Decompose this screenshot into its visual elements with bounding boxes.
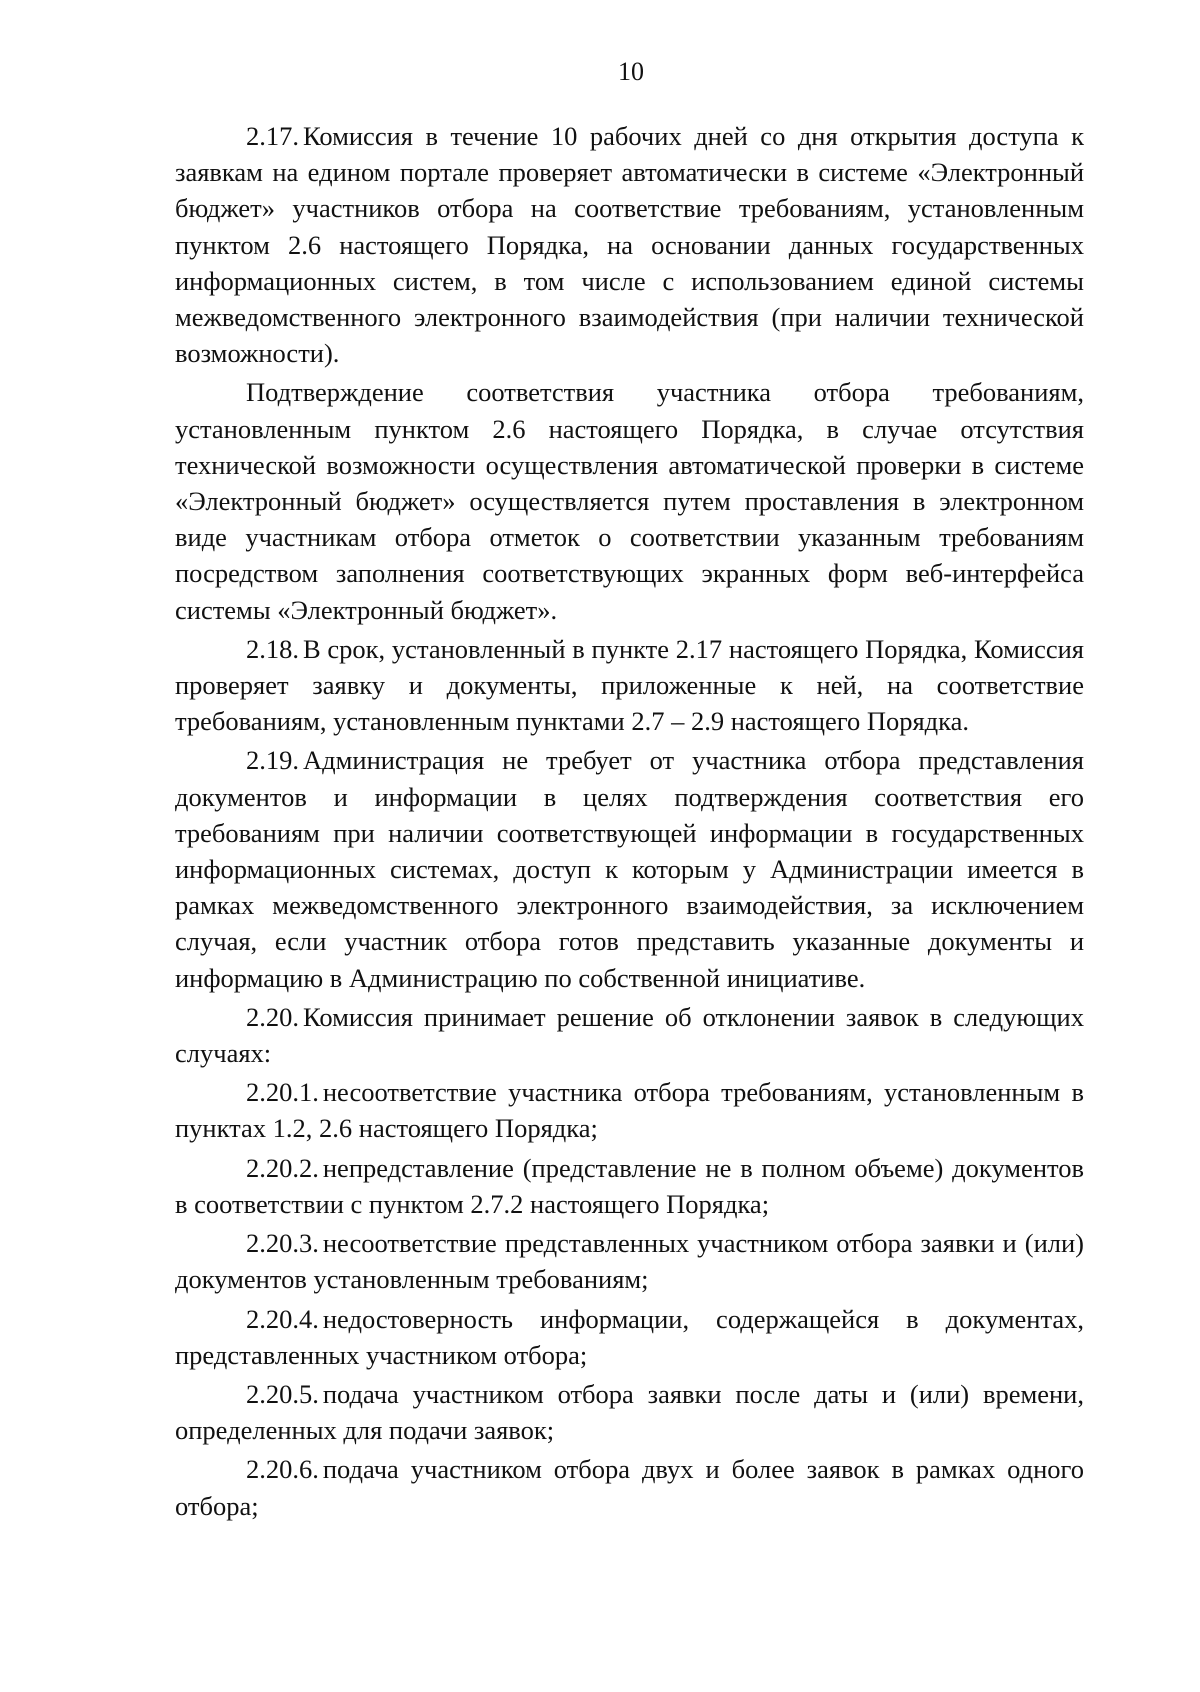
paragraph-number: 2.20.6. <box>246 1454 319 1485</box>
paragraph-2-20-6 <box>175 1451 1084 1523</box>
paragraph-text: несоответствие участника отбора требованиям, установленным в пунктах 1.2, 2.6 настоящего Порядка; <box>175 1077 1084 1144</box>
paragraph-number: 2.20.3. <box>246 1228 319 1259</box>
paragraph-2-17-confirmation <box>175 374 1084 627</box>
paragraph-2-20-1 <box>175 1074 1084 1146</box>
paragraph-2-20-5 <box>175 1376 1084 1448</box>
page-number: 10 <box>618 57 644 86</box>
paragraph-2-18 <box>175 631 1084 740</box>
paragraph-number: 2.20.4. <box>246 1303 319 1334</box>
paragraph-number: 2.20.2. <box>246 1152 319 1183</box>
paragraph-number: 2.20.1. <box>246 1077 319 1108</box>
paragraph-2-20-2 <box>175 1150 1084 1222</box>
paragraph-2-20-3 <box>175 1225 1084 1297</box>
paragraph-number: 2.18. <box>246 633 299 664</box>
paragraph-text: подача участником отбора заявки после даты и (или) времени, определенных для подачи заявок; <box>175 1378 1084 1446</box>
paragraph-text: Комиссия принимает решение об отклонении заявок в следующих случаях: <box>175 1001 1084 1069</box>
paragraph-text: подача участником отбора двух и более заявок в рамках одного отбора; <box>175 1454 1084 1521</box>
paragraph-text: несоответствие представленных участником отбора заявки и (или) документов установленным требованиям; <box>175 1228 1084 1295</box>
document-body <box>175 118 1084 1527</box>
paragraph-number: 2.19. <box>246 745 299 776</box>
paragraph-text: Подтверждение соответствия участника отбора требованиям, установленным пунктом 2.6 настоящего Порядка, в случае отсутствия технической возможности осуществления автоматической проверки в системе «Электронный бюджет» осуществляется путем проставления в электронном виде участникам отбора отметок о соответствии указанным требованиям посредством заполнения соответствующих экранных форм веб-интерфейса системы «Электронный бюджет». <box>175 377 1084 625</box>
paragraph-text: Комиссия в течение 10 рабочих дней со дня открытия доступа к заявкам на едином портале проверяет автоматически в системе «Электронный бюджет» участников отбора на соответствие требованиям, установленным пунктом 2.6 настоящего Порядка, на основании данных государственных информационных систем, в том числе с использованием единой системы межведомственного электронного взаимодействия (при наличии технической возможности). <box>175 121 1084 369</box>
paragraph-2-19 <box>175 742 1084 995</box>
paragraph-number: 2.20.5. <box>246 1378 319 1409</box>
paragraph-text: непредставление (представление не в полном объеме) документов в соответствии с пунктом 2.7.2 настоящего Порядка; <box>175 1152 1084 1219</box>
paragraph-number: 2.17. <box>246 121 299 151</box>
paragraph-number: 2.20. <box>246 1001 299 1032</box>
paragraph-2-17 <box>175 118 1084 371</box>
paragraph-text: В срок, установленный в пункте 2.17 настоящего Порядка, Комиссия проверяет заявку и документы, приложенные к ней, на соответствие требованиям, установленным пунктами 2.7 – 2.9 настоящего Порядка. <box>175 633 1084 737</box>
paragraph-text: недостоверность информации, содержащейся в документах, представленных участником отбора; <box>175 1303 1084 1370</box>
paragraph-2-20 <box>175 999 1084 1071</box>
paragraph-text: Администрация не требует от участника отбора представления документов и информации в целях подтверждения соответствия его требованиям при наличии соответствующей информации в государственных информационных системах, доступ к которым у Администрации имеется в рамках межведомственного электронного взаимодействия, за исключением случая, если участник отбора готов представить указанные документы и информацию в Администрацию по собственной инициативе. <box>175 745 1084 993</box>
paragraph-2-20-4 <box>175 1301 1084 1373</box>
